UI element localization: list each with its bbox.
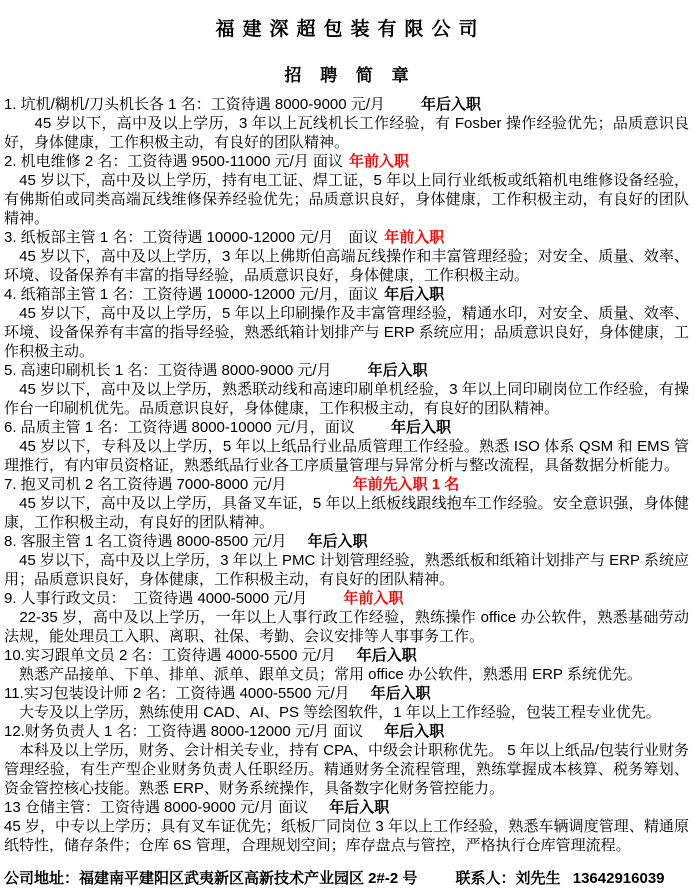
job-item <box>4 361 689 418</box>
job-badge: 年前入职 <box>384 229 445 246</box>
job-item <box>4 722 689 798</box>
job-badge: 年后入职 <box>307 533 368 550</box>
job-description: 45 岁以下，高中及以上学历，3 年以上瓦线机长工作经验，有 Fosber 操作经验优先；品质意识良好，身体健康，工作积极主动，有良好的团队精神。 <box>4 115 689 151</box>
job-item <box>4 475 689 532</box>
job-badge: 年后入职 <box>384 286 445 303</box>
job-title: 5. 高速印刷机长 1 名：工资待遇 8000-9000 元/月 <box>4 362 362 379</box>
job-description: 45 岁以下，高中及以上学历，具备叉车证，5 年以上纸板线跟线抱车工作经验。安全意识强，身体健康，工作积极主动，有良好的团队精神。 <box>4 495 689 531</box>
job-title: 12.财务负责人 1 名：工资待遇 8000-12000 元/月 面议 <box>4 723 379 740</box>
contact-phone: 13642916039 <box>572 870 665 887</box>
job-header <box>4 475 689 494</box>
job-badge: 年后入职 <box>384 723 445 740</box>
job-badge: 年后入职 <box>370 685 431 702</box>
job-description: 45 岁以下，高中及以上学历，3 年以上佛斯伯高端瓦线操作和丰富管理经验；对安全、质量、效率、环境、设备保养有丰富的指导经验，品质意识良好，身体健康，工作积极主动。 <box>4 248 689 284</box>
job-title: 11.实习包装设计师 2 名：工资待遇 4000-5500 元/月 <box>4 685 365 702</box>
job-title: 13 仓储主管：工资待遇 8000-9000 元/月 面议 <box>4 799 324 816</box>
job-item <box>4 228 689 285</box>
job-header <box>4 152 689 171</box>
job-badge: 年前入职 <box>349 153 410 170</box>
job-description: 大专及以上学历，熟练使用 CAD、AI、PS 等绘图软件，1 年以上工作经验，包装工程专业优先。 <box>4 704 661 721</box>
job-badge: 年前入职 <box>343 590 404 607</box>
footer <box>4 869 689 888</box>
job-description: 45 岁以下，高中及以上学历，5 年以上印刷操作及丰富管理经验，精通水印，对安全、质量、效率、环境、设备保养有丰富的指导经验，熟悉纸箱计划排产与 ERP 系统应用；品质意识良好，身体健康，工作积极主动。 <box>4 305 689 360</box>
job-header <box>4 285 689 304</box>
job-title: 9. 人事行政文员： 工资待遇 4000-5000 元/月 <box>4 590 338 607</box>
document-subtitle: 招 聘 简 章 <box>284 66 416 85</box>
job-title: 10.实习跟单文员 2 名：工资待遇 4000-5500 元/月 <box>4 647 351 664</box>
job-item <box>4 95 689 152</box>
job-header <box>4 532 689 551</box>
job-item <box>4 418 689 475</box>
job-header <box>4 228 689 247</box>
job-header <box>4 646 689 665</box>
job-header <box>4 418 689 437</box>
job-description: 45 岁，中专以上学历；具有叉车证优先；纸板厂同岗位 3 年以上工作经验，熟悉车辆调度管理、精通原纸特性，储存条件；仓库 6S 管理，合理规划空间；库存盘点与管控，严格执行仓库管理流程。 <box>4 818 689 854</box>
job-badge: 年后入职 <box>390 419 451 436</box>
job-description: 45 岁以下，高中及以上学历，熟悉联动线和高速印刷单机经验，3 年以上同印刷岗位工作经验，有操作台一印刷机优先。品质意识良好，身体健康，工作积极主动，有良好的团队精神。 <box>4 381 689 417</box>
job-title: 6. 品质主管 1 名：工资待遇 8000-10000 元/月，面议 <box>4 419 385 436</box>
job-item <box>4 684 689 722</box>
job-item <box>4 152 689 228</box>
job-title: 4. 纸箱部主管 1 名：工资待遇 10000-12000 元/月，面议 <box>4 286 379 303</box>
job-title: 8. 客服主管 1 名工资待遇 8000-8500 元/月 <box>4 533 302 550</box>
job-description: 45 岁以下，高中及以上学历，3 年以上 PMC 计划管理经验，熟悉纸板和纸箱计划排产与 ERP 系统应用；品质意识良好，身体健康，工作积极主动，有良好的团队精神。 <box>4 552 689 588</box>
job-item <box>4 798 689 855</box>
job-header <box>4 589 689 608</box>
job-item <box>4 285 689 361</box>
job-title: 3. 纸板部主管 1 名：工资待遇 10000-12000 元/月 面议 <box>4 229 379 246</box>
job-list <box>4 95 689 855</box>
job-description: 本科及以上学历，财务、会计相关专业，持有 CPA、中级会计职称优先。 5 年以上纸品/包装行业财务管理经验，有生产型企业财务负责人任职经历。精通财务全流程管理，熟练掌握成本核算、税务筹划、资金管控核心技能。熟悉 ERP、财务系统操作，具备数字化财务管控能力。 <box>4 742 689 797</box>
job-badge: 年后入职 <box>420 96 481 113</box>
job-badge: 年后入职 <box>356 647 417 664</box>
company-address: 公司地址：福建南平建阳区武夷新区高新技术产业园区 2#-2 号 <box>4 870 418 887</box>
job-item <box>4 589 689 646</box>
job-description: 45 岁以下，专科及以上学历，5 年以上纸品行业品质管理工作经验。熟悉 ISO 体系 QSM 和 EMS 管理推行，有内审员资格证，熟悉纸品行业各工序质量管理与异常分析与整改流程，具备数据分析能力。 <box>4 438 689 474</box>
job-header <box>4 722 689 741</box>
job-header <box>4 798 689 817</box>
job-header <box>4 361 689 380</box>
contact-person: 联系人：刘先生 <box>455 870 561 887</box>
job-description: 熟悉产品接单、下单、排单、派单、跟单文员；常用 office 办公软件，熟悉用 ERP 系统优先。 <box>4 666 642 683</box>
job-description: 22-35 岁，高中及以上学历，一年以上人事行政工作经验，熟练操作 office 办公软件，熟悉基础劳动法规，能处理员工入职、离职、社保、考勤、会议安排等人事事务工作。 <box>4 609 689 645</box>
job-badge: 年后入职 <box>367 362 428 379</box>
job-title: 2. 机电维修 2 名：工资待遇 9500-11000 元/月 面议 <box>4 153 343 170</box>
job-header <box>4 684 689 703</box>
job-title: 1. 坑机/糊机/刀头机长各 1 名：工资待遇 8000-9000 元/月 <box>4 96 415 113</box>
job-title: 7. 抱叉司机 2 名工资待遇 7000-8000 元/月 <box>4 476 347 493</box>
job-description: 45 岁以下，高中及以上学历，持有电工证、焊工证，5 年以上同行业纸板或纸箱机电维修设备经验，有佛斯伯或同类高端瓦线维修保养经验优先；品质意识良好，身体健康，工作积极主动，有良好的团队精神。 <box>4 172 689 227</box>
job-badge: 年后入职 <box>329 799 390 816</box>
job-item <box>4 646 689 684</box>
job-badge: 年前先入职 1 名 <box>352 476 460 493</box>
company-title: 福建深超包装有限公司 <box>215 19 486 40</box>
job-header <box>4 95 689 114</box>
job-item <box>4 532 689 589</box>
